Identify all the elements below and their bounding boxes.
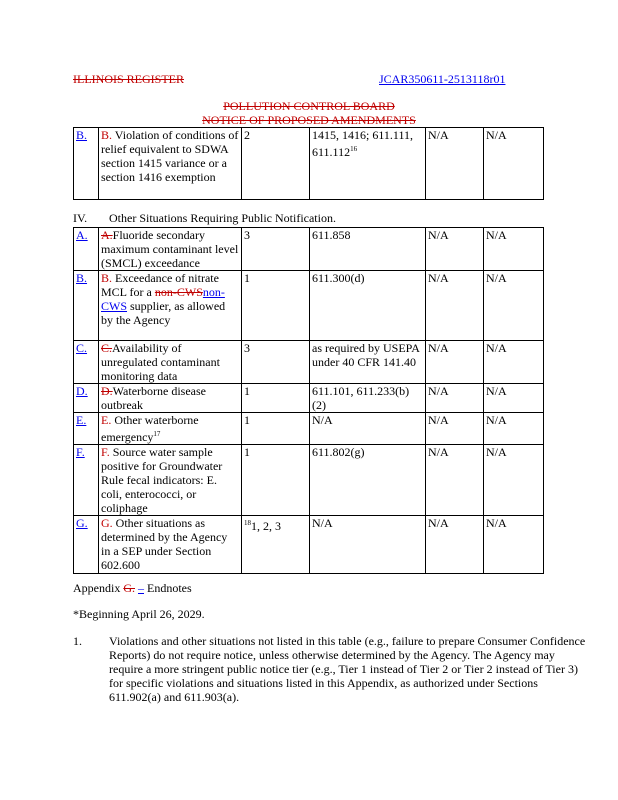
notice-title: NOTICE OF PROPOSED AMENDMENTS [202, 113, 416, 127]
board-title: POLLUTION CONTROL BOARD [223, 99, 395, 113]
row-col4: N/A [426, 228, 484, 271]
row-letter: D. [74, 384, 99, 413]
row-letter: B. [74, 271, 99, 341]
row-letter: B. [74, 128, 99, 200]
row-col4: N/A [426, 413, 484, 445]
row-tier: 1 [242, 445, 310, 516]
row-letter: E. [74, 413, 99, 445]
row-tier: 1 [242, 413, 310, 445]
row-citation: N/A [310, 516, 426, 574]
row-description: G. Other situations as determined by the Agency in a SEP under Section 602.600 [99, 516, 242, 574]
row-description: F. Source water sample positive for Groundwater Rule fecal indicators: E. coli, enterococci, or coliphage [99, 445, 242, 516]
table-row [74, 228, 544, 271]
row-citation: 611.300(d) [310, 271, 426, 341]
row-letter: C. [74, 341, 99, 384]
table-row [74, 516, 544, 574]
row-col5: N/A [484, 128, 544, 200]
row-citation: 611.858 [310, 228, 426, 271]
table-row [74, 384, 544, 413]
section-iv-heading: IV. Other Situations Requiring Public Notification. [73, 211, 336, 225]
row-col4: N/A [426, 341, 484, 384]
row-citation: 611.101, 611.233(b)(2) [310, 384, 426, 413]
table-row [74, 341, 544, 384]
jcar-code: JCAR350611-2513118r01 [379, 72, 506, 86]
row-col4: N/A [426, 445, 484, 516]
row-col5: N/A [484, 271, 544, 341]
row-tier: 1 [242, 271, 310, 341]
row-col5: N/A [484, 228, 544, 271]
row-citation: 1415, 1416; 611.111, 611.112$^{16}$ [310, 128, 426, 200]
row-col5: N/A [484, 341, 544, 384]
row-tier: 2 [242, 128, 310, 200]
beginning-note: *Beginning April 26, 2029. [73, 607, 205, 621]
row-letter: F. [74, 445, 99, 516]
row-col5: N/A [484, 384, 544, 413]
table-section-iv [73, 227, 544, 574]
row-tier: 3 [242, 228, 310, 271]
row-description: E. Other waterborne emergency$^{17}$ [99, 413, 242, 445]
table-row [74, 445, 544, 516]
row-tier: 1 [242, 384, 310, 413]
row-letter: G. [74, 516, 99, 574]
row-description: A.Fluoride secondary maximum contaminant level (SMCL) exceedance [99, 228, 242, 271]
row-col5: N/A [484, 413, 544, 445]
row-citation: N/A [310, 413, 426, 445]
row-col5: N/A [484, 445, 544, 516]
register-header: ILLINOIS REGISTER [73, 72, 184, 86]
row-citation: as required by USEPA under 40 CFR 141.40 [310, 341, 426, 384]
table-row [74, 413, 544, 445]
row-description: D.Waterborne disease outbreak [99, 384, 242, 413]
row-letter: A. [74, 228, 99, 271]
table-row [74, 271, 544, 341]
row-tier: 3 [242, 341, 310, 384]
table-row [74, 128, 544, 200]
row-tier: $^{18}$1, 2, 3 [242, 516, 310, 574]
row-col4: N/A [426, 516, 484, 574]
row-col4: N/A [426, 384, 484, 413]
row-description: B. Exceedance of nitrate MCL for a non-CWSnon-CWS supplier, as allowed by the Agency [99, 271, 242, 341]
row-description: C.Availability of unregulated contaminant monitoring data [99, 341, 242, 384]
row-col4: N/A [426, 271, 484, 341]
appendix-heading: Appendix G. – Endnotes [73, 581, 192, 595]
row-col4: N/A [426, 128, 484, 200]
row-description: B. Violation of conditions of relief equivalent to SDWA section 1415 variance or a section 1416 exemption [99, 128, 242, 200]
row-citation: 611.802(g) [310, 445, 426, 516]
table-continuation [73, 127, 544, 200]
row-col5: N/A [484, 516, 544, 574]
